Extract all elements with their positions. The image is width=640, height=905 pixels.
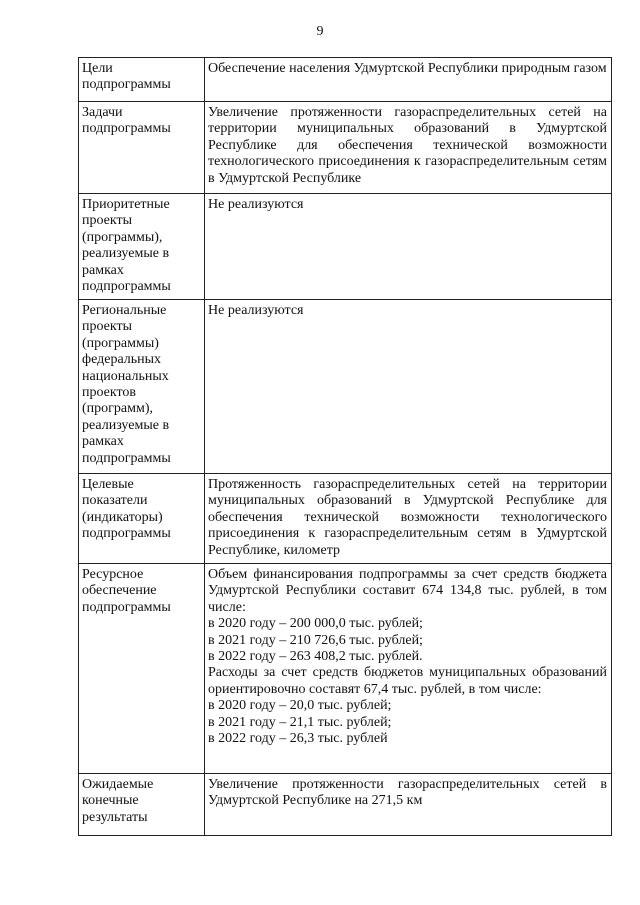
- row-value: [205, 194, 612, 300]
- subprogram-passport-table: [78, 57, 612, 836]
- row-label: Цели подпрограммы: [79, 58, 205, 102]
- value-line: Не реализуются: [208, 197, 304, 212]
- value-line: Не реализуются: [208, 303, 304, 318]
- row-value: [205, 58, 612, 102]
- page-number: 9: [316, 24, 324, 39]
- value-line: в 2020 году – 200 000,0 тыс. рублей;: [208, 616, 423, 632]
- row-value: [205, 102, 612, 194]
- table-row-expected-results: [79, 774, 612, 836]
- value-line: в 2020 году – 20,0 тыс. рублей;: [208, 698, 392, 714]
- value-line: Обеспечение населения Удмуртской Республики природным газом: [208, 61, 607, 76]
- row-label: Ожидаемые конечные результаты: [79, 774, 205, 836]
- table-row-target-indicators: [79, 474, 612, 564]
- value-line: Расходы за счет средств бюджетов муниципальных образований ориентировочно составят 67,4 тыс. рублей, в том числе:: [208, 665, 607, 697]
- value-line: в 2022 году – 263 408,2 тыс. рублей.: [208, 649, 423, 665]
- table-row-resource-support: [79, 564, 612, 774]
- row-label: Задачи подпрограммы: [79, 102, 205, 194]
- value-line: в 2022 году – 26,3 тыс. рублей: [208, 731, 388, 747]
- value-line: в 2021 году – 210 726,6 тыс. рублей;: [208, 632, 423, 648]
- table-row-goals: [79, 58, 612, 102]
- value-line: Протяженность газораспределительных сетей на территории муниципальных образований в Удмуртской Республике для обеспечения технической возможности технологического присоединения к газораспределительным сетям в Удмуртской Республике, километр: [208, 477, 607, 558]
- value-line: Увеличение протяженности газораспределительных сетей в Удмуртской Республике на 271,5 км: [208, 777, 607, 809]
- row-value: [205, 474, 612, 564]
- value-line: в 2021 году – 21,1 тыс. рублей;: [208, 714, 392, 730]
- row-label: Целевые показатели (индикаторы) подпрограммы: [79, 474, 205, 564]
- row-label: Региональные проекты (программы) федеральных национальных проектов (программ), реализуемые в рамках подпрограммы: [79, 300, 205, 474]
- row-value: [205, 774, 612, 836]
- row-label: Приоритетные проекты (программы), реализуемые в рамках подпрограммы: [79, 194, 205, 300]
- table-row-tasks: [79, 102, 612, 194]
- row-value: [205, 564, 612, 774]
- row-label: Ресурсное обеспечение подпрограммы: [79, 564, 205, 774]
- value-line: Увеличение протяженности газораспределительных сетей на территории муниципальных образований в Удмуртской Республике для обеспечения технической возможности технологического присоединения к газораспределительным сетям в Удмуртской Республике: [208, 105, 607, 186]
- row-value: [205, 300, 612, 474]
- value-line: Объем финансирования подпрограммы за счет средств бюджета Удмуртской Республики составит 674 134,8 тыс. рублей, в том числе:: [208, 567, 607, 615]
- table-row-priority-projects: [79, 194, 612, 300]
- table-row-regional-projects: [79, 300, 612, 474]
